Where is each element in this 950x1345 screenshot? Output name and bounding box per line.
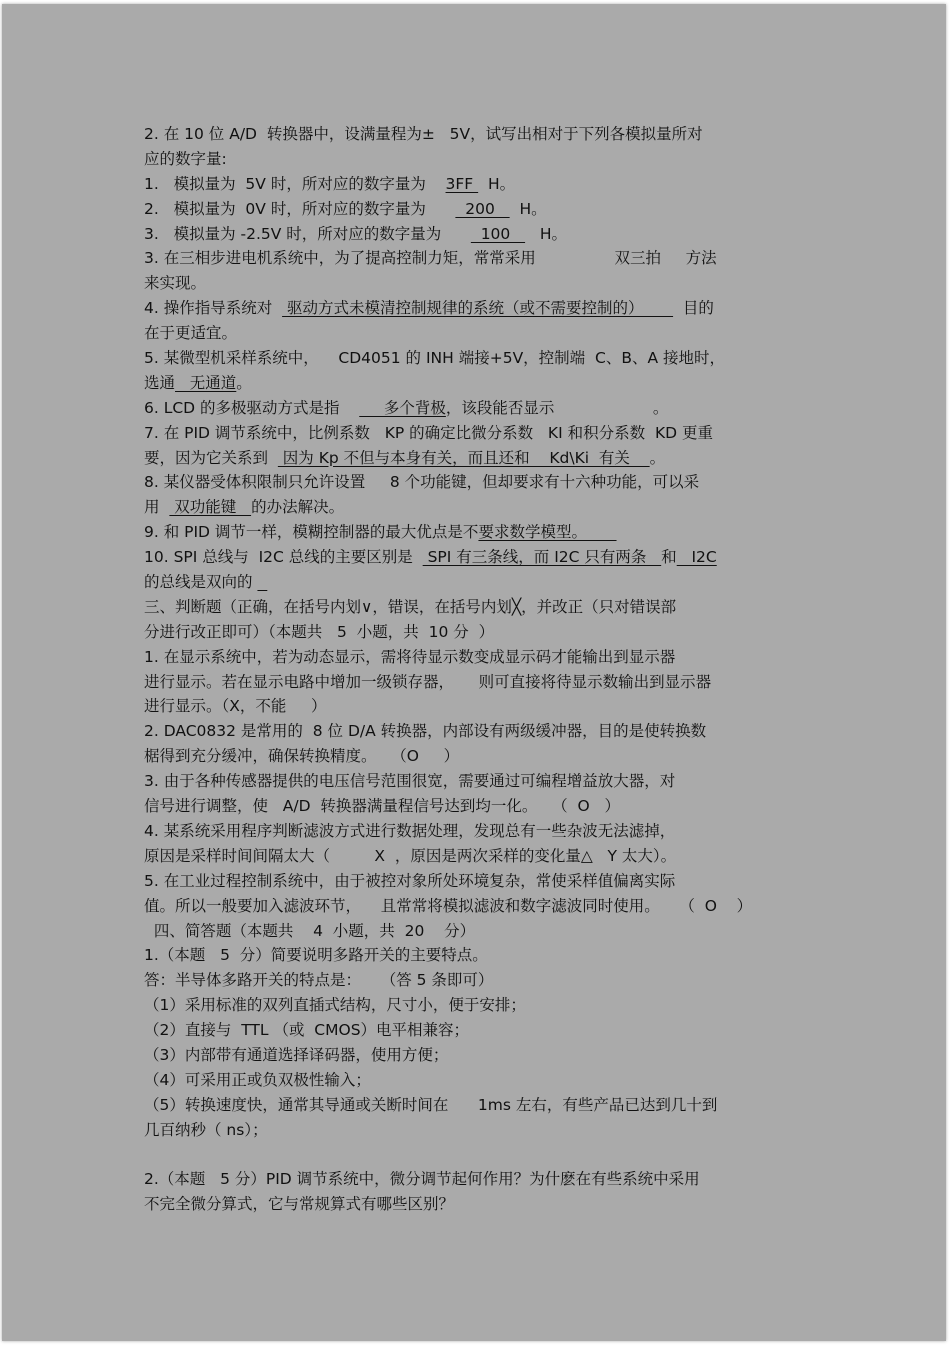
text-line (144, 694, 814, 719)
text-segment: 几百纳秒（ ns）； (144, 1120, 268, 1139)
text-segment: H。 (509, 199, 547, 218)
answer-blank (257, 573, 267, 591)
text-line (144, 246, 814, 271)
text-segment: 5. 在工业过程控制系统中，由于被控对象所处环境复杂，常使采样值偏离实际 (144, 871, 676, 890)
text-line (144, 271, 814, 296)
text-line (144, 222, 814, 247)
text-line (144, 968, 814, 993)
text-line (144, 296, 814, 321)
text-segment: 来实现。 (144, 274, 207, 293)
text-line (144, 869, 814, 894)
text-segment: 。 (649, 448, 666, 467)
text-segment: 1.（本题 5 分）简要说明多路开关的主要特点。 (144, 946, 488, 965)
text-segment: 信号进行调整，使 A/D 转换器满量程信号达到均一化。 （ O ） (144, 797, 621, 816)
text-line (144, 670, 814, 695)
text-line (144, 819, 814, 844)
text-segment: 三、判断题（正确，在括号内划∨，错误，在括号内划╳，并改正（只对错误部 (144, 597, 677, 616)
text-line (144, 844, 814, 869)
text-segment: 5. 某微型机采样系统中， CD4051 的 INH 端接+5V，控制端 C、B、A 接地时， (144, 349, 726, 368)
text-line (144, 719, 814, 744)
text-segment: 4. 某系统采用程序判断滤波方式进行数据处理，发现总有一些杂波无法滤掉， (144, 821, 676, 840)
text-line (144, 1192, 814, 1217)
text-line (144, 645, 814, 670)
text-line (144, 470, 814, 495)
text-segment: 四、简答题（本题共 4 小题，共 20 分） (144, 921, 476, 940)
text-segment: （3）内部带有通道选择译码器，使用方便； (144, 1045, 449, 1064)
text-line (144, 993, 814, 1018)
text-segment: 的办法解决。 (251, 498, 345, 517)
text-line (144, 1068, 814, 1093)
text-segment: ，该段能否显示 。 (445, 398, 669, 417)
text-segment: （4）可采用正或负双极性输入； (144, 1070, 371, 1089)
text-segment: 选通 (144, 373, 176, 392)
answer-blank: 要求数学模型。 (478, 523, 617, 542)
text-segment: 1. 模拟量为 5V 时，所对应的数字量为 (144, 174, 446, 193)
text-segment: 进行显示。若在显示电路中增加一级锁存器， 则可直接将待显示数输出到显示器 (144, 672, 712, 691)
text-segment: 3. 模拟量为 -2.5V 时，所对应的数字量为 (144, 224, 471, 243)
text-segment: 原因是采样时间间隔太大（ X ，原因是两次采样的变化量△ Y 太大）。 (144, 846, 677, 865)
text-line (144, 197, 814, 222)
text-line (144, 894, 814, 919)
text-segment: （2）直接与 TTL （或 CMOS）电平相兼容； (144, 1021, 470, 1040)
text-segment: 进行显示。（X，不能 ） (144, 697, 327, 716)
text-segment: 和 (661, 548, 677, 567)
answer-blank: 100 (470, 224, 526, 243)
text-segment: 3. 在三相步进电机系统中，为了提高控制力矩，常常采用 双三拍 方法 (144, 249, 717, 268)
text-line (144, 943, 814, 968)
text-line (144, 371, 814, 396)
document-page (2, 4, 946, 1341)
text-segment: 不完全微分算式，它与常规算式有哪些区别？ (144, 1195, 455, 1214)
answer-blank: 双功能键 (169, 498, 252, 517)
text-line (144, 495, 814, 520)
text-line (144, 1018, 814, 1043)
text-line (144, 595, 814, 620)
text-line (144, 570, 814, 595)
text-segment: 8. 某仪器受体积限制只允许设置 8 个功能键，但却要求有十六种功能，可以采 (144, 473, 700, 492)
text-segment: 10. SPI 总线与 I2C 总线的主要区别是 (144, 548, 423, 567)
text-segment: 应的数字量: (144, 149, 227, 168)
text-line (144, 147, 814, 172)
text-line (144, 1167, 814, 1192)
text-line (144, 446, 814, 471)
text-line (144, 346, 814, 371)
text-line (144, 769, 814, 794)
text-segment: 2. 在 10 位 A/D 转换器中，设满量程为± 5V，试写出相对于下列各模拟量所对 (144, 125, 703, 143)
text-segment: 2. 模拟量为 0V 时，所对应的数字量为 (144, 199, 456, 218)
text-line (144, 744, 814, 769)
text-line (144, 620, 814, 645)
answer-blank: SPI 有三条线，而 I2C 只有两条 (422, 548, 662, 567)
text-segment: 值。所以一般要加入滤波环节， 且常常将模拟滤波和数字滤波同时使用。 （ O ） (144, 896, 753, 915)
text-segment: 6. LCD 的多极驱动方式是指 (144, 398, 360, 417)
text-segment: （1）采用标准的双列直插式结构，尺寸小，便于安排； (144, 996, 526, 1015)
answer-blank: 驱动方式未模清控制规律的系统（或不需要控制的） (282, 299, 674, 318)
text-segment: 用 (144, 498, 170, 517)
text-segment: 2. DAC0832 是常用的 8 位 D/A 转换器，内部设有两级缓冲器，目的是使转换数 (144, 722, 707, 741)
text-segment: 4. 操作指导系统对 (144, 299, 283, 318)
text-line (144, 1093, 814, 1118)
text-line (144, 794, 814, 819)
answer-blank: 因为 Kp 不但与本身有关，而且还和 Kd\Ki 有关 (277, 448, 650, 467)
page-content (144, 122, 814, 1217)
text-line (144, 545, 814, 570)
text-segment: 7. 在 PID 调节系统中，比例系数 KP 的确定比微分系数 KI 和积分系数 KD 更重 (144, 423, 713, 442)
text-line (144, 396, 814, 421)
text-segment: 2.（本题 5 分）PID 调节系统中，微分调节起何作用？为什麽在有些系统中采用 (144, 1170, 700, 1189)
answer-blank: 200 (455, 199, 510, 218)
text-line (144, 122, 814, 147)
answer-blank: I2C (676, 548, 717, 567)
text-segment: （5）转换速度快，通常其导通或关断时间在 1ms 左右，有些产品已达到几十到 (144, 1095, 718, 1114)
text-segment: H。 (525, 224, 568, 243)
blank-line (144, 1143, 814, 1168)
text-line (144, 919, 814, 944)
answer-blank: 无通道 (175, 373, 237, 392)
text-segment: 答：半导体多路开关的特点是： （答 5 条即可） (144, 971, 494, 990)
text-segment: 分进行改正即可）（本题共 5 小题，共 10 分 ） (144, 622, 495, 641)
text-segment: H。 (478, 174, 516, 193)
text-segment: 1. 在显示系统中，若为动态显示，需将待显示数变成显示码才能输出到显示器 (144, 647, 676, 666)
answer-blank: 多个背极 (359, 398, 446, 417)
text-line (144, 421, 814, 446)
text-segment: 在于更适宜。 (144, 324, 238, 343)
text-segment: 。 (236, 373, 252, 392)
text-segment: 3. 由于各种传感器提供的电压信号范围很宽，需要通过可编程增益放大器，对 (144, 772, 676, 791)
text-segment: 要，因为它关系到 (144, 448, 278, 467)
text-line (144, 520, 814, 545)
text-segment: 椐得到充分缓冲，确保转换精度。 （O ） (144, 747, 460, 766)
text-line (144, 321, 814, 346)
text-line (144, 172, 814, 197)
text-line (144, 1043, 814, 1068)
answer-blank: 3FF (445, 174, 479, 193)
text-line (144, 1118, 814, 1143)
text-segment: 9. 和 PID 调节一样，模糊控制器的最大优点是不 (144, 523, 479, 542)
text-segment: 目的 (673, 299, 714, 318)
text-segment: 的总线是双向的 (144, 573, 258, 592)
